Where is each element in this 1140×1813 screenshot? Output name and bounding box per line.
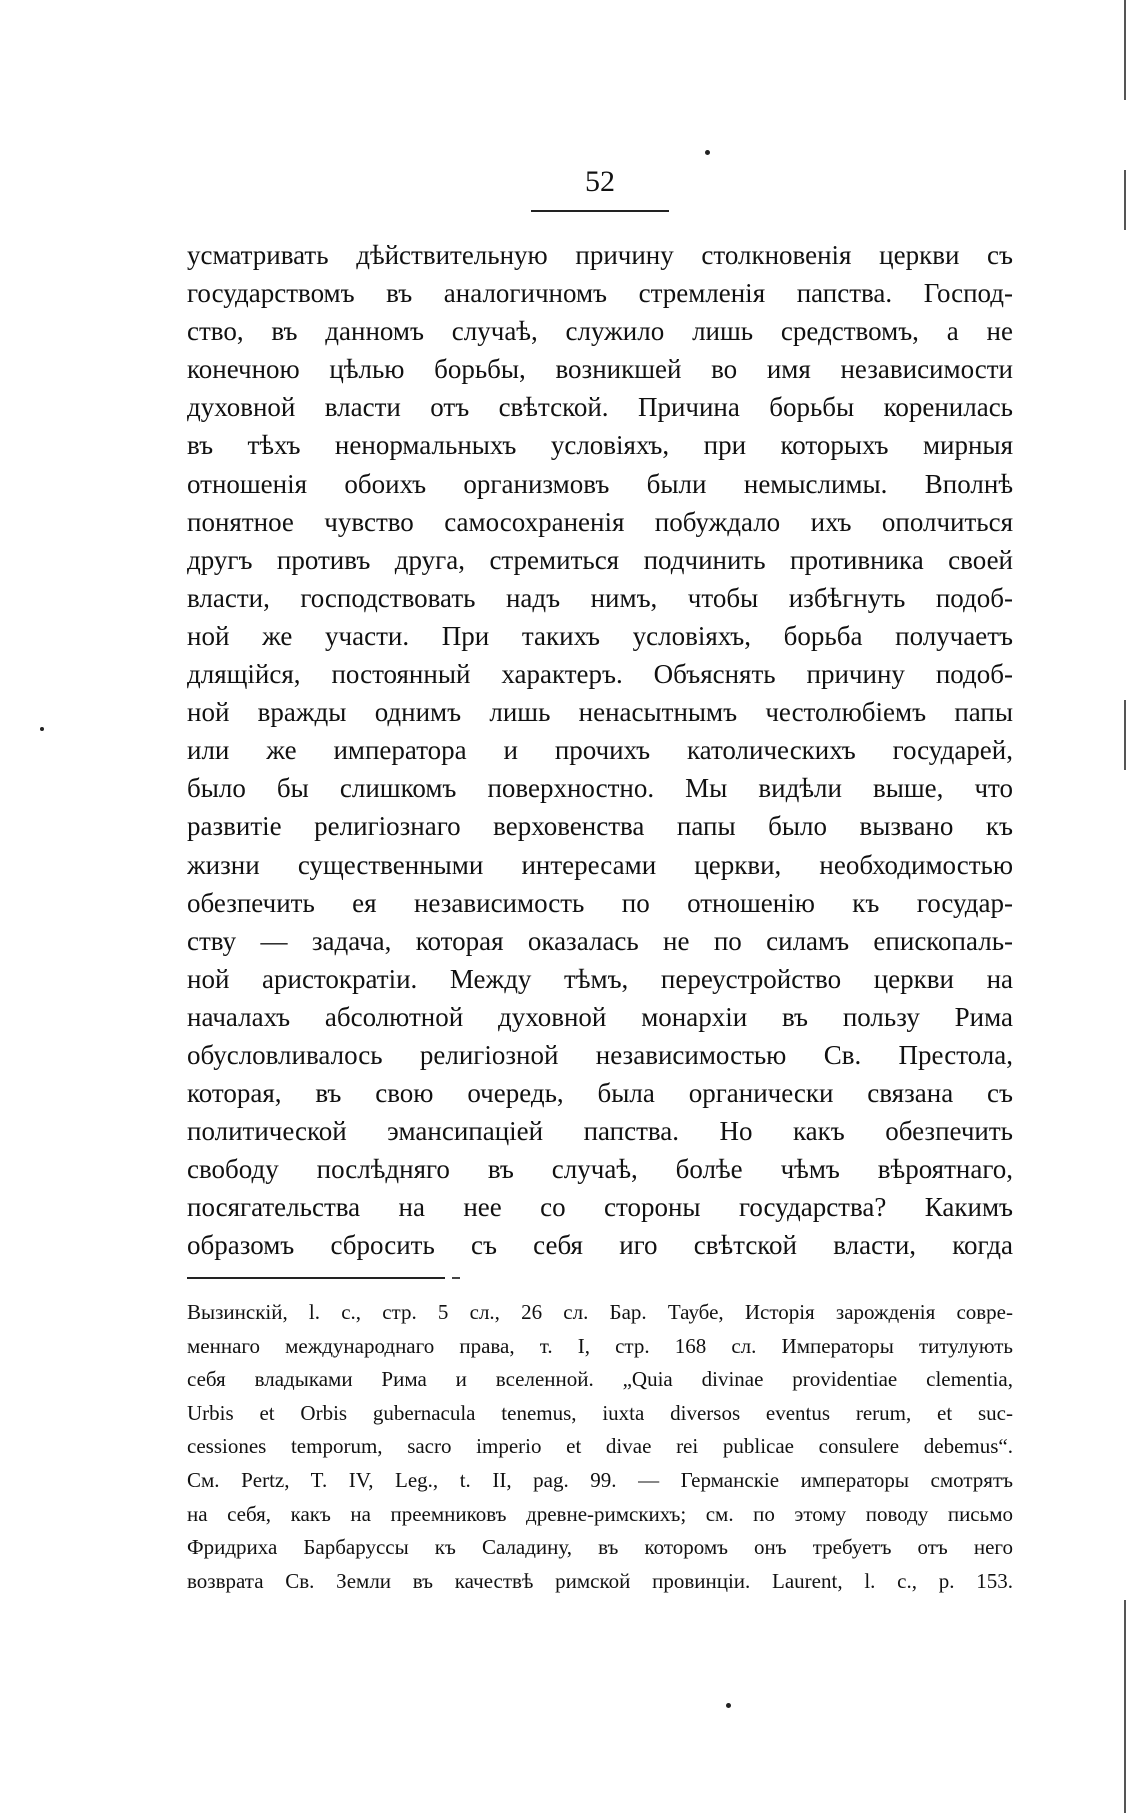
body-line: въ тѣхъ ненормальныхъ условіяхъ, при которыхъ мирныя — [187, 430, 1013, 461]
body-line: образомъ сбросить съ себя иго свѣтской власти, когда — [187, 1230, 1013, 1261]
body-line: обезпечить ея независимость по отношенію къ государ- — [187, 887, 1013, 918]
body-line: усматривать дѣйствительную причину столкновенія церкви съ — [187, 240, 1013, 270]
body-line: ство, въ данномъ случаѣ, служило лишь средствомъ, а не — [187, 316, 1013, 347]
page-number: 52 — [585, 165, 615, 198]
body-line: конечною цѣлью борьбы, возникшей во имя независимости — [187, 354, 1013, 385]
scan-margin-line — [1124, 0, 1126, 100]
footnote-separator — [187, 1277, 445, 1279]
body-line: которая, въ свою очередь, была органически связана съ — [187, 1078, 1013, 1109]
body-line: ной аристократіи. Между тѣмъ, переустройство церкви на — [187, 963, 1013, 994]
footnote-line: Вызинскій, l. c., стр. 5 сл., 26 сл. Бар. Таубе, Исторія зарожденія совре- — [187, 1300, 1013, 1324]
body-line: или же императора и прочихъ католическихъ государей, — [187, 735, 1013, 766]
body-text — [187, 236, 1013, 1265]
body-line: обусловливалось религіозной независимостью Св. Престола, — [187, 1039, 1013, 1070]
footnote-line: возврата Св. Земли въ качествѣ римской провинціи. Laurent, l. c., p. 153. — [187, 1568, 1013, 1593]
body-line: посягательства на нее со стороны государства? Какимъ — [187, 1192, 1013, 1223]
footnote — [187, 1296, 1013, 1598]
footnote-line: cessiones temporum, sacro imperio et divae rei publicae consulere debemus“. — [187, 1434, 1013, 1459]
footnote-separator-dash — [452, 1277, 460, 1279]
footnote-line: См. Pertz, T. IV, Leg., t. II, pag. 99. — Германскіе императоры смотрятъ — [187, 1467, 1013, 1492]
body-line: ству — задача, которая оказалась не по силамъ епископаль- — [187, 925, 1013, 956]
page-number-rule — [531, 210, 669, 212]
body-line: государствомъ въ аналогичномъ стремленія папства. Господ- — [187, 278, 1013, 309]
footnote-line: меннаго международнаго права, т. I, стр. 168 сл. Императоры титулують — [187, 1333, 1013, 1358]
body-line: политической эмансипаціей папства. Но какъ обезпечить — [187, 1116, 1013, 1147]
body-line: развитіе религіознаго верховенства папы было вызвано къ — [187, 811, 1013, 842]
body-line: длящійся, постоянный характеръ. Объяснять причину подоб- — [187, 659, 1013, 690]
scan-margin-line — [1124, 700, 1126, 770]
scan-speck — [705, 150, 710, 155]
scan-speck — [40, 727, 44, 731]
body-line: ной же участи. При такихъ условіяхъ, борьба получаетъ — [187, 620, 1013, 651]
footnote-line: Фридриха Барбаруссы къ Саладину, въ которомъ онъ требуетъ отъ него — [187, 1535, 1013, 1560]
footnote-line: себя владыками Рима и вселенной. „Quia divinae providentiae clementia, — [187, 1367, 1013, 1392]
body-line: понятное чувство самосохраненія побуждало ихъ ополчиться — [187, 506, 1013, 537]
body-line: жизни существенными интересами церкви, необходимостью — [187, 849, 1013, 880]
footnote-line: на себя, какъ на преемниковъ древне-римскихъ; см. по этому поводу письмо — [187, 1501, 1013, 1526]
body-line: отношенія обоихъ организмовъ были немыслимы. Вполнѣ — [187, 468, 1013, 499]
body-line: было бы слишкомъ поверхностно. Мы видѣли выше, что — [187, 773, 1013, 804]
scan-speck — [726, 1703, 731, 1708]
body-line: власти, господствовать надъ нимъ, чтобы избѣгнуть подоб- — [187, 582, 1013, 613]
body-line: началахъ абсолютной духовной монархіи въ пользу Рима — [187, 1001, 1013, 1032]
body-line: свободу послѣдняго въ случаѣ, болѣе чѣмъ вѣроятнаго, — [187, 1154, 1013, 1185]
body-line: ной вражды однимъ лишь ненасытнымъ честолюбіемъ папы — [187, 697, 1013, 728]
scan-margin-line — [1124, 170, 1126, 230]
footnote-line: Urbis et Orbis gubernacula tenemus, iuxta diversos eventus rerum, et suc- — [187, 1400, 1013, 1425]
body-line: другъ противъ друга, стремиться подчинить противника своей — [187, 544, 1013, 575]
body-line: духовной власти отъ свѣтской. Причина борьбы коренилась — [187, 392, 1013, 423]
scan-margin-line — [1124, 1600, 1126, 1813]
